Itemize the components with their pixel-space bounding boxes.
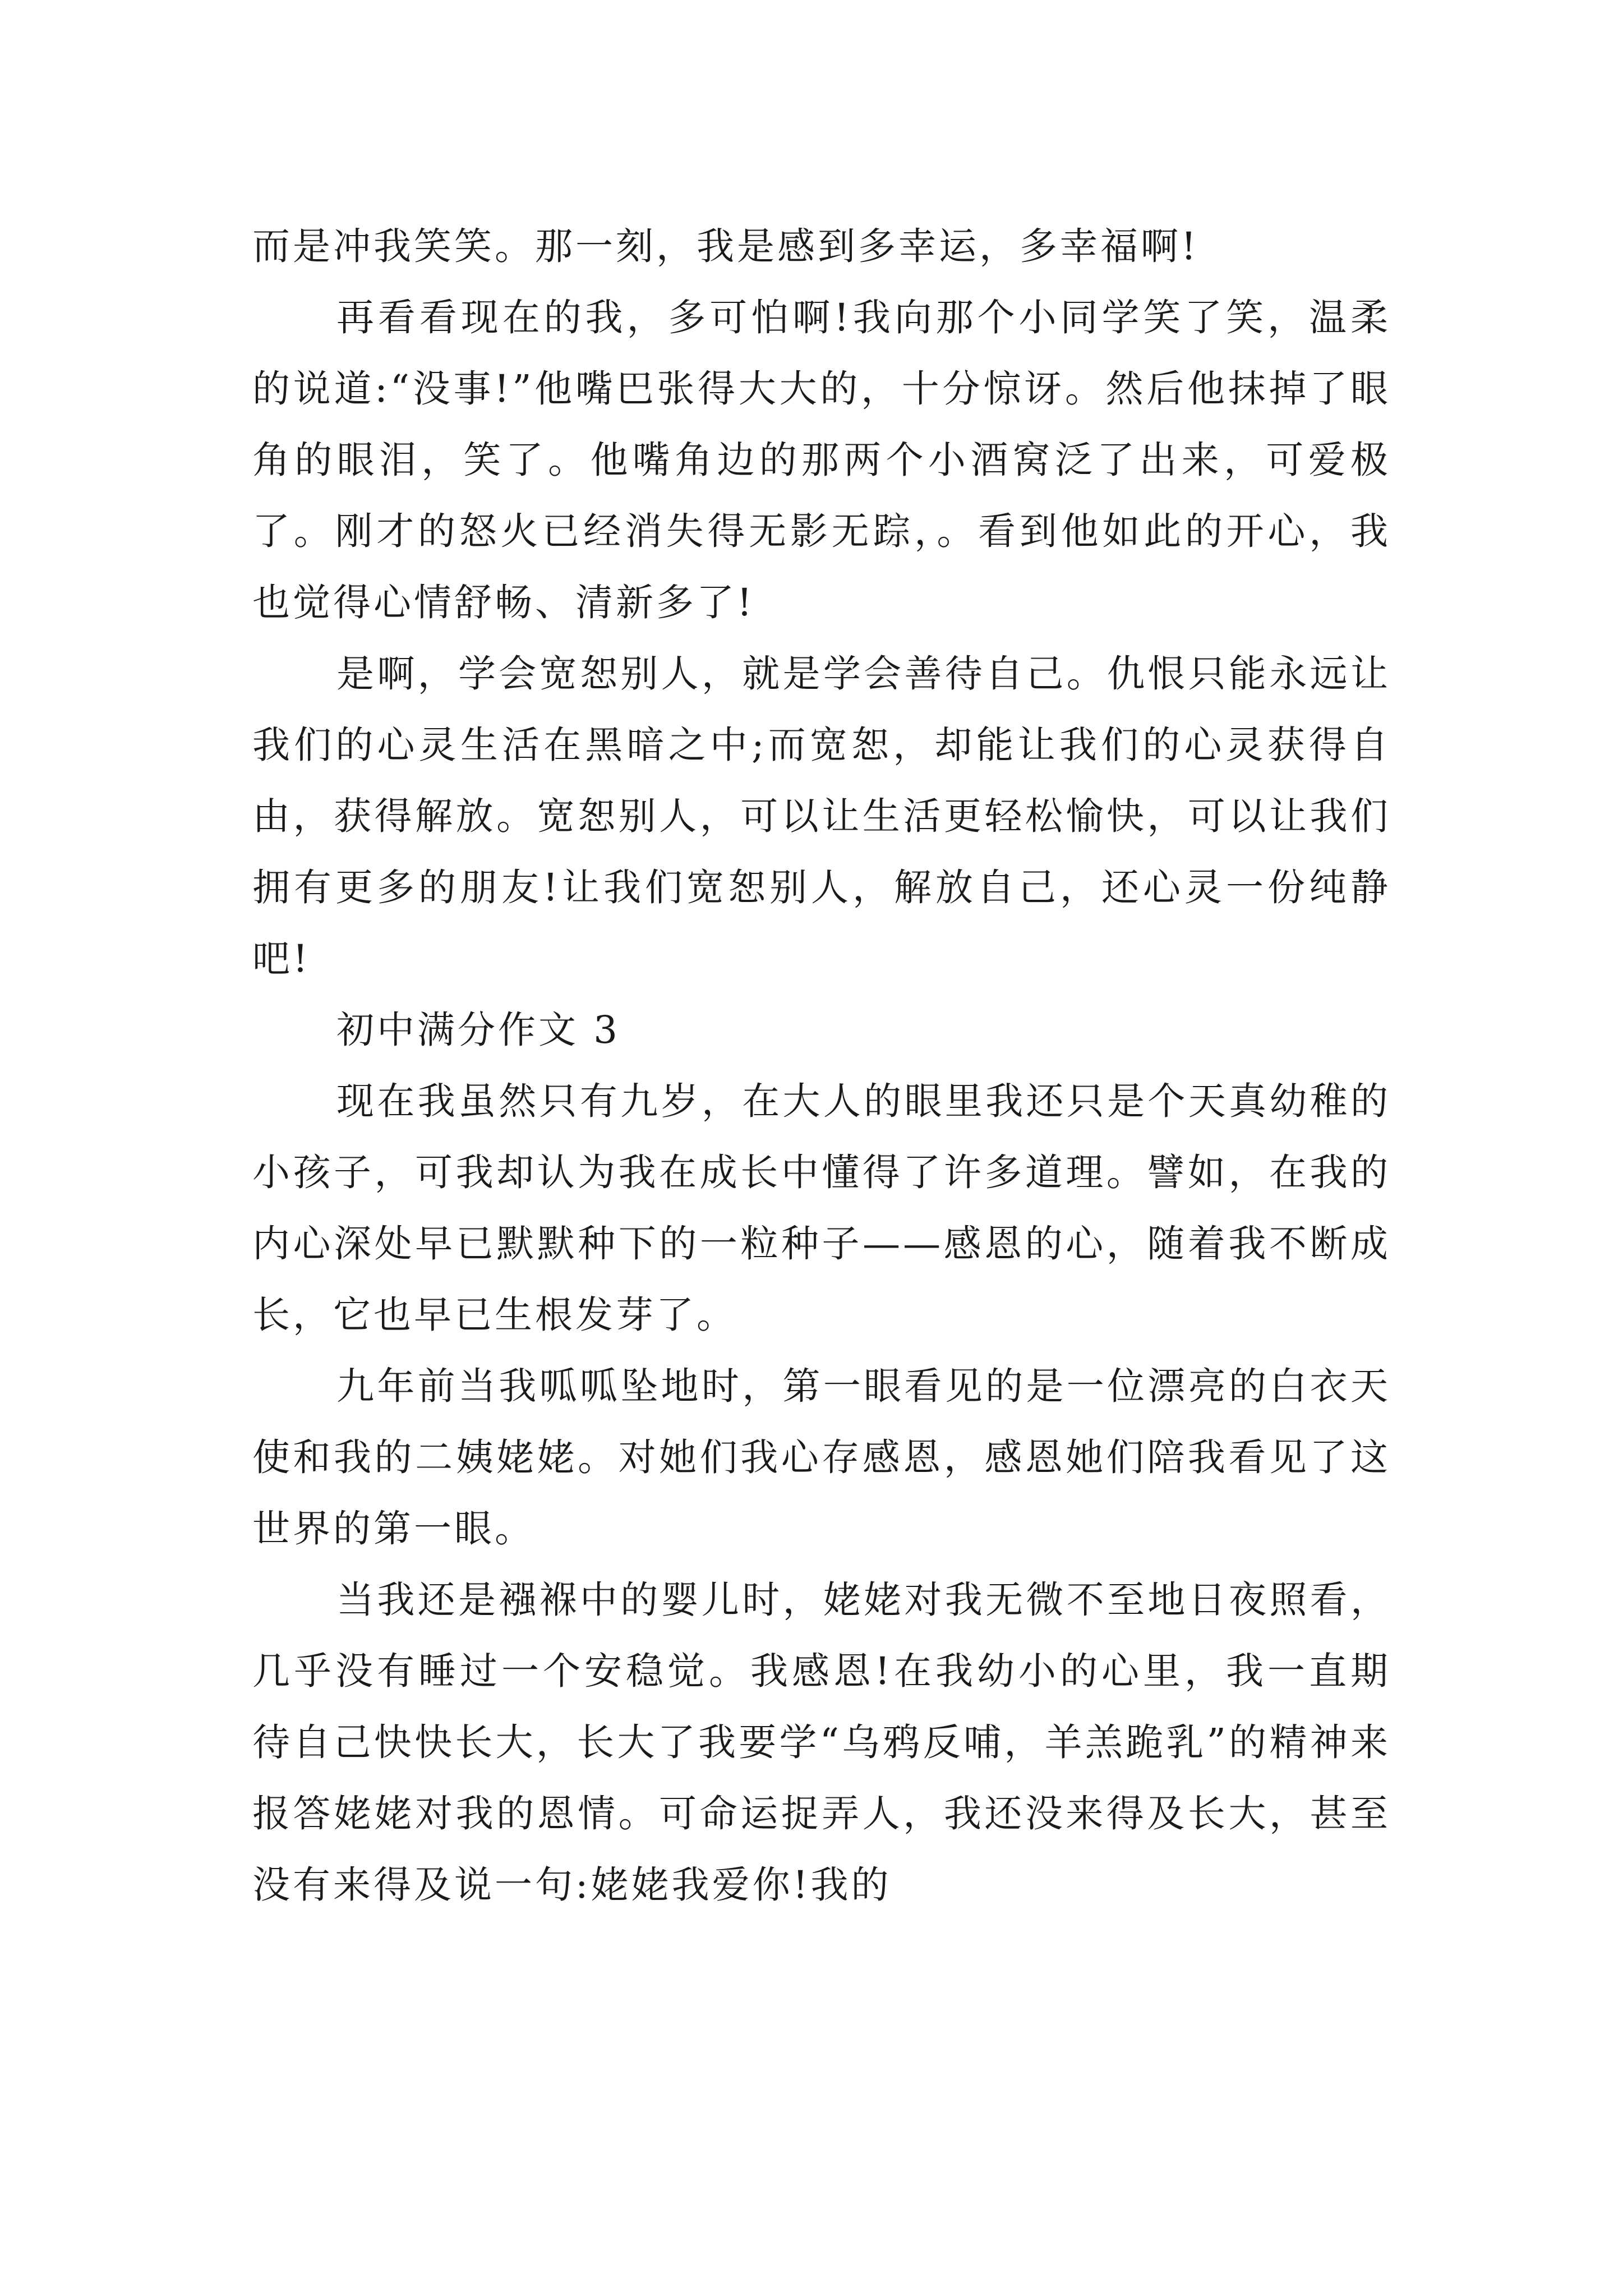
document-body: [252, 211, 1391, 1921]
paragraph-6: 当我还是襁褓中的婴儿时，姥姥对我无微不至地日夜照看，几乎没有睡过一个安稳觉。我感恩!在我幼小的心里，我一直期待自己快快长大，长大了我要学“乌鸦反哺，羊羔跪乳”的精神来报答姥姥对我的恩情。可命运捉弄人，我还没来得及长大，甚至没有来得及说一句:姥姥我爱你!我的: [252, 1578, 1391, 1907]
essay-heading: 初中满分作文 3: [336, 1008, 620, 1052]
paragraph-5: 九年前当我呱呱坠地时，第一眼看见的是一位漂亮的白衣天使和我的二姨姥姥。对她们我心存感恩，感恩她们陪我看见了这世界的第一眼。: [252, 1364, 1391, 1550]
paragraph-3: 是啊，学会宽恕别人，就是学会善待自己。仇恨只能永远让我们的心灵生活在黑暗之中;而宽恕，却能让我们的心灵获得自由，获得解放。宽恕别人，可以让生活更轻松愉快，可以让我们拥有更多的朋友!让我们宽恕别人，解放自己，还心灵一份纯静吧!: [252, 652, 1391, 981]
paragraph-2: 再看看现在的我，多可怕啊!我向那个小同学笑了笑，温柔的说道:“没事!”他嘴巴张得大大的，十分惊讶。然后他抹掉了眼角的眼泪，笑了。他嘴角边的那两个小酒窝泛了出来，可爱极了。刚才的怒火已经消失得无影无踪，。看到他如此的开心，我也觉得心情舒畅、清新多了!: [252, 296, 1391, 624]
paragraph-1: 而是冲我笑笑。那一刻，我是感到多幸运，多幸福啊!: [252, 224, 1199, 268]
paragraph-4: 现在我虽然只有九岁，在大人的眼里我还只是个天真幼稚的小孩子，可我却认为我在成长中懂得了许多道理。譬如，在我的内心深处早已默默种下的一粒种子——感恩的心，随着我不断成长，它也早已生根发芽了。: [252, 1079, 1391, 1337]
